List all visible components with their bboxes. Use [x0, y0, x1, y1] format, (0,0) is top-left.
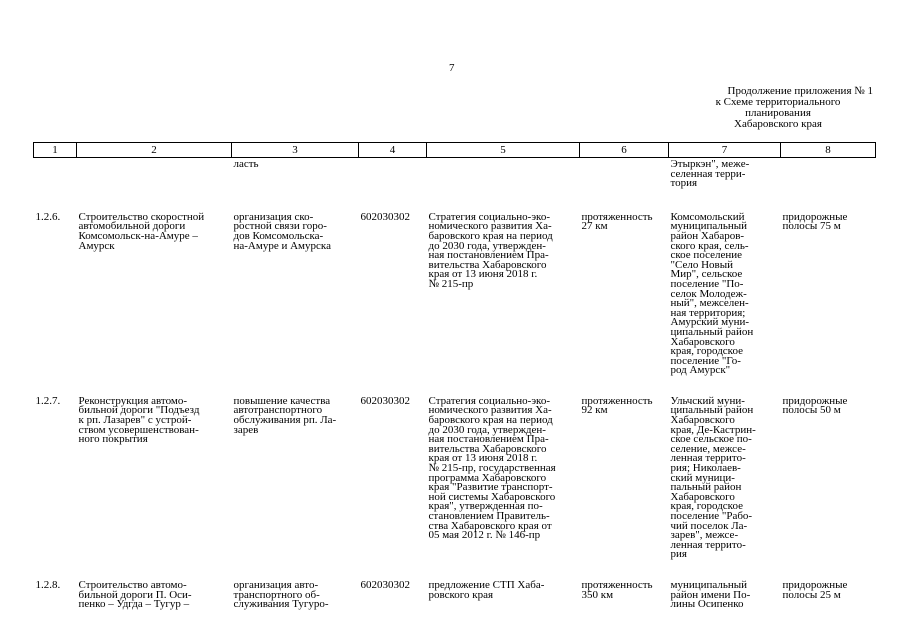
cell-text-line: район имени По-	[670, 588, 751, 601]
cell-text-line: 350 км	[581, 588, 614, 601]
cell-text-line: служивания Тугуро-	[233, 598, 329, 611]
cell-text-line: ский муници-	[670, 471, 735, 484]
column-header: 8	[781, 143, 876, 158]
continuation-line: Продолжение приложения № 1	[727, 85, 873, 97]
cell-text-line: Мир", сельское	[670, 268, 743, 281]
cell-text-line: края "Развитие транспорт-	[428, 481, 553, 494]
cell-text-line: Хабаровского	[670, 335, 735, 348]
cell-zones	[781, 158, 876, 213]
cell-text-line: поселение "По-	[670, 277, 744, 290]
cell-text-line: программа Хабаровского	[428, 471, 547, 484]
cell-text-line: ством усовершенствован-	[78, 423, 199, 436]
cell-text-line: ципальный район	[670, 404, 754, 417]
cell-text-line: протяженность	[581, 210, 653, 223]
cell-zones	[781, 578, 876, 610]
cell-text-line: селок Молодеж-	[670, 287, 747, 300]
cell-text-line: тория	[670, 177, 698, 190]
cell-text-line: ная территория;	[670, 306, 746, 319]
cell-text-line: придорожные	[782, 394, 848, 407]
cell-number	[34, 158, 77, 213]
cell-text-line: края, городское	[670, 345, 743, 358]
cell-text-line: края, городское	[670, 500, 743, 513]
cell-basis	[427, 210, 580, 397]
cell-name	[77, 578, 232, 611]
cell-text-line: ленная террито-	[670, 452, 746, 465]
cell-text-line: зарев", межсе-	[670, 529, 739, 542]
cell-text-line: поселение "Го-	[670, 354, 741, 367]
cell-text-line: 05 мая 2012 г. № 146-пр	[428, 529, 541, 542]
cell-text-line: полосы 75 м	[782, 220, 841, 233]
page-number: 7	[449, 62, 455, 74]
cell-text-line: ростной связи горо-	[233, 220, 327, 233]
cell-text-line: обслуживания рп. Ла-	[233, 414, 337, 427]
cell-location	[669, 394, 781, 581]
cell-basis	[427, 394, 580, 581]
cell-location	[669, 158, 781, 213]
cell-text-line: муниципальный	[670, 578, 748, 591]
cell-text-line: полосы 25 м	[782, 588, 841, 601]
cell-text-line: 1.2.8.	[35, 578, 61, 591]
cell-zones	[781, 394, 876, 581]
cell-name	[77, 210, 232, 397]
cell-text-line: Стратегия социально-эко-	[428, 394, 550, 407]
cell-text-line: 1.2.6.	[35, 210, 61, 223]
cell-text-line: Строительство автомо-	[78, 578, 187, 591]
cell-text-line: организация ско-	[233, 210, 314, 223]
cell-text-line: придорожные	[782, 210, 848, 223]
cell-text-line: лины Осипенко	[670, 598, 744, 611]
cell-characteristics	[580, 578, 669, 610]
column-header: 1	[34, 143, 77, 158]
cell-location	[669, 578, 781, 611]
cell-text-line: Комсомольский	[670, 210, 745, 223]
cell-purpose	[232, 578, 359, 611]
cell-text-line: ный", межселен-	[670, 297, 749, 310]
cell-text-line: Реконструкция автомо-	[78, 394, 188, 407]
cell-text-line: придорожные	[782, 578, 848, 591]
cell-text-line: ная постановлением Пра-	[428, 249, 549, 262]
cell-text-line: номического развития Ха-	[428, 220, 552, 233]
cell-text-line: Амурск	[78, 239, 115, 252]
cell-text-line: 602030302	[360, 578, 410, 591]
cell-text-line: зарев	[233, 423, 259, 436]
cell-text-line: район Хабаров-	[670, 229, 745, 242]
cell-text-line: ского края, сель-	[670, 239, 749, 252]
cell-text-line: Ульчский муни-	[670, 394, 745, 407]
cell-text-line: бильной дороги П. Оси-	[78, 588, 192, 601]
cell-text-line: баровского края на период	[428, 414, 553, 427]
cell-purpose	[232, 158, 359, 213]
cell-text-line: края от 13 июня 2018 г.	[428, 268, 538, 281]
cell-text-line: Амурский муни-	[670, 316, 750, 329]
cell-name	[77, 394, 232, 581]
cell-text-line: 602030302	[360, 394, 410, 407]
cell-characteristics	[580, 158, 669, 213]
table-row-continued	[34, 158, 876, 213]
cell-text-line: полосы 50 м	[782, 404, 841, 417]
cell-text-line: 27 км	[581, 220, 608, 233]
cell-text-line: протяженность	[581, 394, 653, 407]
cell-text-line: 602030302	[360, 210, 410, 223]
continuation-line: к Схеме территориального	[715, 96, 841, 108]
cell-text-line: края, Де-Кастрин-	[670, 423, 756, 436]
cell-text-line: селение, межсе-	[670, 442, 746, 455]
appendix-continuation-note	[683, 86, 873, 130]
cell-text-line: протяженность	[581, 578, 653, 591]
cell-text-line: края", утвержденная по-	[428, 500, 543, 513]
cell-text-line: рия	[670, 548, 687, 561]
cell-text-line: пальный район	[670, 481, 742, 494]
cell-characteristics	[580, 210, 669, 397]
table-row	[34, 397, 876, 581]
column-header: 3	[232, 143, 359, 158]
cell-characteristics	[580, 394, 669, 581]
table-header-row	[34, 143, 876, 158]
cell-basis	[427, 578, 580, 610]
cell-text-line: поселение "Рабо-	[670, 510, 753, 522]
cell-text-line: 1.2.7.	[35, 394, 61, 407]
table-row	[34, 581, 876, 610]
cell-number	[34, 578, 77, 610]
cell-text-line: Хабаровского	[670, 414, 735, 427]
column-header: 2	[77, 143, 232, 158]
column-header: 6	[580, 143, 669, 158]
cell-text-line: ленная террито-	[670, 538, 746, 551]
cell-text-line: род Амурск"	[670, 364, 731, 377]
cell-zones	[781, 210, 876, 397]
cell-text-line: становлением Правитель-	[428, 510, 550, 522]
cell-text-line: 92 км	[581, 404, 608, 417]
cell-text-line: муниципальный	[670, 220, 748, 233]
cell-text-line: повышение качества	[233, 394, 331, 407]
cell-text-line: бильной дороги "Подъезд	[78, 404, 200, 417]
cell-text-line: № 215-пр, государственная	[428, 462, 556, 475]
continuation-line: Хабаровского края	[734, 118, 822, 130]
cell-number	[34, 210, 77, 397]
cell-text-line: селенная терри-	[670, 167, 746, 180]
cell-text-line: ское сельское по-	[670, 433, 752, 446]
cell-code	[359, 210, 427, 397]
cell-text-line: номического развития Ха-	[428, 404, 552, 417]
cell-text-line: ная постановлением Пра-	[428, 433, 549, 446]
cell-text-line: баровского края на период	[428, 229, 553, 242]
cell-text-line: дов Комсомольска-	[233, 229, 324, 242]
column-header: 7	[669, 143, 781, 158]
cell-purpose	[232, 394, 359, 581]
cell-text-line: ласть	[233, 158, 259, 170]
cell-text-line: на-Амуре и Амурска	[233, 239, 331, 252]
column-header: 4	[359, 143, 427, 158]
cell-text-line: рия; Николаев-	[670, 462, 741, 475]
cell-text-line: пенко – Удгда – Тугур –	[78, 598, 190, 611]
cell-text-line: до 2030 года, утвержден-	[428, 239, 546, 252]
projects-table	[33, 142, 876, 610]
cell-text-line: предложение СТП Хаба-	[428, 578, 545, 591]
cell-text-line: № 215-пр	[428, 277, 474, 290]
cell-text-line: Строительство скоростной	[78, 210, 205, 223]
cell-text-line: вительства Хабаровского	[428, 258, 547, 271]
cell-text-line: края от 13 июня 2018 г.	[428, 452, 538, 465]
cell-text-line: к рп. Лазарев" с устрой-	[78, 414, 192, 427]
cell-text-line: до 2030 года, утвержден-	[428, 423, 546, 436]
cell-text-line: организация авто-	[233, 578, 319, 591]
cell-location	[669, 210, 781, 397]
cell-number	[34, 394, 77, 581]
cell-code	[359, 158, 427, 213]
cell-text-line: автотранспортного	[233, 404, 323, 417]
cell-text-line: ровского края	[428, 588, 494, 601]
cell-text-line: ципальный район	[670, 325, 754, 338]
cell-basis	[427, 158, 580, 213]
cell-code	[359, 578, 427, 610]
cell-text-line: Этыркэн", межe-	[670, 158, 750, 170]
cell-text-line: транспортного об-	[233, 588, 320, 601]
cell-text-line: ного покрытия	[78, 433, 148, 446]
continuation-line: планирования	[745, 107, 811, 119]
cell-text-line: Стратегия социально-эко-	[428, 210, 550, 223]
cell-text-line: чий поселок Ла-	[670, 519, 748, 532]
cell-text-line: ной системы Хабаровского	[428, 490, 556, 503]
cell-text-line: "Село Новый	[670, 258, 733, 271]
cell-name	[77, 158, 232, 213]
cell-text-line: вительства Хабаровского	[428, 442, 547, 455]
table-row	[34, 213, 876, 397]
cell-text-line: автомобильной дороги	[78, 220, 186, 233]
cell-text-line: Комсомольск-на-Амуре –	[78, 229, 198, 242]
cell-code	[359, 394, 427, 581]
cell-text-line: ства Хабаровского края от	[428, 519, 552, 532]
cell-text-line: ское поселение	[670, 249, 743, 262]
column-header: 5	[427, 143, 580, 158]
cell-purpose	[232, 210, 359, 397]
cell-text-line: Хабаровского	[670, 490, 735, 503]
